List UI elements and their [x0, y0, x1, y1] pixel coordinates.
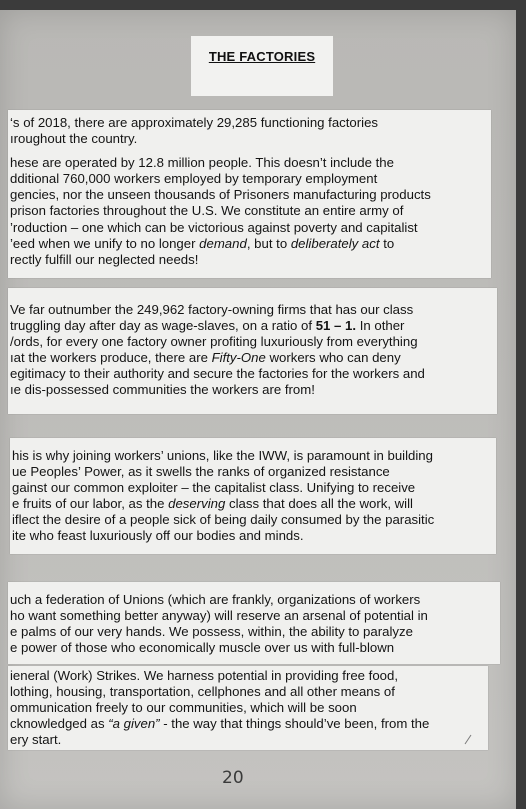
text-line: ’eed when we unify to no longer demand, but to deliberately act to [10, 235, 395, 251]
text-line: ‘s of 2018, there are approximately 29,285 functioning factories [10, 115, 379, 130]
paragraph-clipping-5 [8, 666, 488, 750]
text-line: е palms of our very hands. We possess, within, the ability to paralyze [10, 624, 413, 640]
text-line: ue Peoples’ Power, as it swells the ranks of organized resistance [12, 464, 390, 480]
text-line: uch a federation of Unions (which are frankly, organizations of workers [10, 592, 421, 607]
text-line: truggling day after day as wage-slaves, on a ratio of 51 – 1. In other [10, 318, 405, 334]
text-line: cknowledged as “a given” - the way that things should’ve been, from the [10, 716, 430, 732]
text-line: dditional 760,000 workers employed by temporary employment [10, 171, 378, 187]
title-clipping [191, 36, 333, 96]
text-line: hese are operated by 12.8 million people. This doesn’t include the [10, 155, 394, 171]
emphasis-demand: demand [199, 235, 247, 251]
text-line: е fruits of our labor, as the deserving class that does all the work, will [12, 496, 413, 512]
emphasis-fifty-one: Fifty-One [211, 350, 266, 366]
page-number: 20 [222, 768, 244, 788]
text-line: ery start. [10, 732, 62, 748]
text-line: rectly fulfill our neglected needs! [10, 251, 199, 267]
text-line: іeneral (Work) Strikes. We harness potential in providing free food, [10, 668, 398, 683]
text-line: ite who feast luxuriously off our bodies and minds. [12, 528, 304, 544]
emphasis-deliberately-act: deliberately act [290, 235, 380, 251]
emphasis-deserving: deserving [168, 496, 226, 512]
page-title: THE FACTORIES [208, 49, 316, 64]
text-line: iflect the desire of a people sick of being daily consumed by the parasitic [12, 512, 435, 528]
text-line: ıat the workers produce, there are Fifty-One workers who can deny [10, 350, 401, 366]
text-line: lothing, housing, transportation, cellphones and all other means of [10, 684, 395, 700]
text-line: ’roduction – one which can be victorious against poverty and capitalist [10, 219, 418, 235]
text-line: ho want something better anyway) will reserve an arsenal of potential in [10, 608, 428, 624]
pen-mark-icon [462, 732, 476, 746]
paragraph-clipping-2 [8, 288, 497, 414]
text-line: е power of those who economically muscle over us with full-blown [10, 640, 395, 656]
emphasis-a-given: “a given” [108, 716, 160, 732]
paragraph-clipping-3 [10, 438, 496, 554]
paper-sheet [0, 10, 516, 809]
text-line: ommunication freely to our communities, which will be soon [10, 700, 357, 716]
text-line: ıe dis-possessed communities the workers are from! [10, 382, 315, 398]
text-line: gencies, nor the unseen thousands of Prisoners manufacturing products [10, 187, 431, 203]
text-line: his is why joining workers’ unions, like the IWW, is paramount in building [12, 448, 433, 463]
paragraph-clipping-1 [8, 110, 491, 278]
ratio-value: 51 – 1. [315, 318, 357, 334]
text-line: ıroughout the country. [10, 131, 138, 147]
text-line: gainst our common exploiter – the capitalist class. Unifying to receive [12, 480, 416, 496]
text-line: Ve far outnumber the 249,962 factory-owning firms that has our class [10, 302, 414, 317]
text-line: /ords, for every one factory owner profiting luxuriously from everything [10, 334, 418, 350]
text-line: prison factories throughout the U.S. We constitute an entire army of [10, 203, 404, 219]
text-line: еgitimacy to their authority and secure the factories for the workers and [10, 366, 425, 382]
paragraph-clipping-4 [8, 582, 500, 664]
